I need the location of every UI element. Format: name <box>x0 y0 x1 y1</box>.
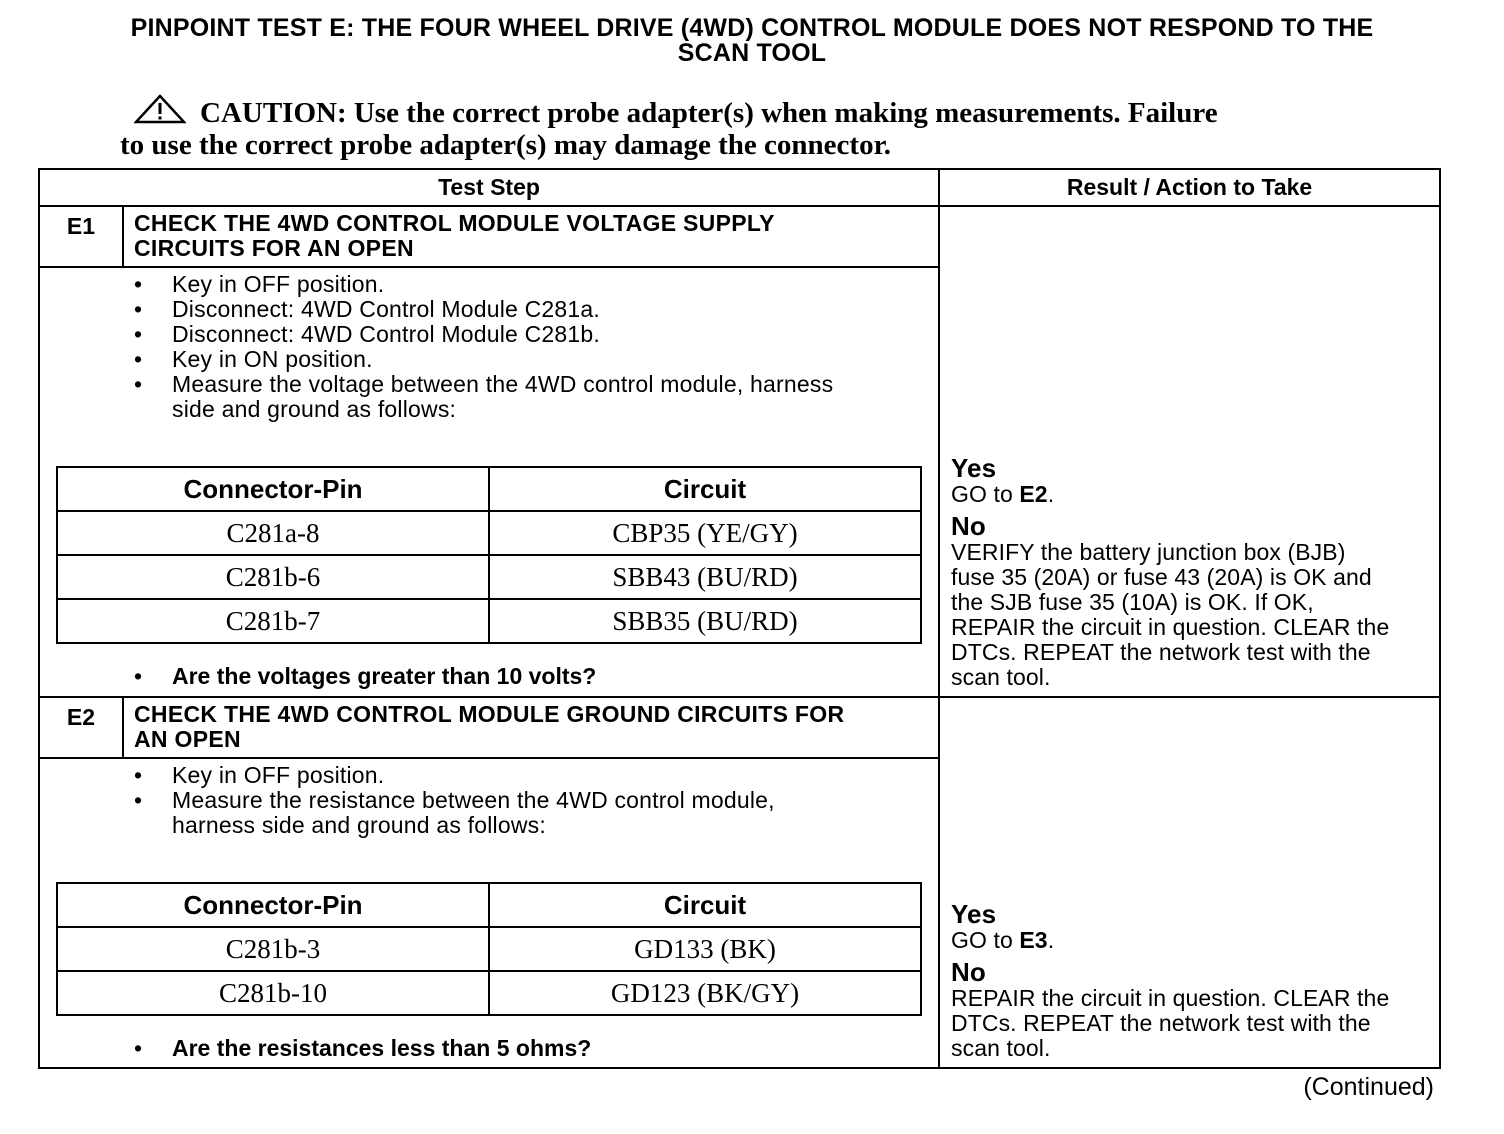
instruction-item: • Key in ON position. <box>56 347 924 372</box>
circuit-cell: SBB35 (BU/RD) <box>489 599 921 643</box>
step-e1-no-line: the SJB fuse 35 (10A) is OK. If OK, <box>951 589 1314 615</box>
step-e2-no-label: No <box>951 957 986 987</box>
step-e2-no-line: REPAIR the circuit in question. CLEAR the <box>951 985 1390 1011</box>
step-e1-title-line-2: CIRCUITS FOR AN OPEN <box>134 235 414 261</box>
step-e1-no-line: scan tool. <box>951 664 1051 690</box>
step-e1-no-line: REPAIR the circuit in question. CLEAR the <box>951 614 1390 640</box>
step-e1-yes-label: Yes <box>951 453 997 483</box>
header-result: Result / Action to Take <box>939 169 1440 206</box>
step-e2-yes-end: . <box>1047 927 1055 953</box>
step-e2-result <box>939 697 1440 1068</box>
step-e1-instructions <box>56 272 924 422</box>
circuit-cell: GD133 (BK) <box>489 927 921 971</box>
step-e2-no-text <box>951 986 1435 1061</box>
instruction-item: • Measure the voltage between the 4WD control module, harness <box>56 372 924 397</box>
step-e1-yes-prefix: GO to <box>951 481 1020 507</box>
step-e2-pin-table <box>56 882 922 1016</box>
step-e1-result <box>939 206 1440 697</box>
circuit-cell: SBB43 (BU/RD) <box>489 555 921 599</box>
pin-cell: C281b-10 <box>57 971 489 1015</box>
instruction-item: • Key in OFF position. <box>56 763 924 788</box>
instruction-item: • Key in OFF position. <box>56 272 924 297</box>
pin-table-row <box>57 511 921 555</box>
step-e2-no-line: scan tool. <box>951 1035 1051 1061</box>
circuit-col-header: Circuit <box>489 883 921 927</box>
pin-cell: C281b-7 <box>57 599 489 643</box>
pin-col-header: Connector-Pin <box>57 883 489 927</box>
instruction-continuation: side and ground as follows: <box>172 396 457 422</box>
instruction-item: • Disconnect: 4WD Control Module C281b. <box>56 322 924 347</box>
step-e1-title <box>123 206 939 267</box>
circuit-cell: CBP35 (YE/GY) <box>489 511 921 555</box>
header-test-step: Test Step <box>39 169 939 206</box>
instruction-item: • Measure the resistance between the 4WD control module, <box>56 788 924 813</box>
pin-table-row <box>57 599 921 643</box>
step-e2-yes-prefix: GO to <box>951 927 1020 953</box>
step-e2-title-line-1: CHECK THE 4WD CONTROL MODULE GROUND CIRCUITS FOR <box>134 701 845 727</box>
step-e2-title-line-2: AN OPEN <box>134 726 241 752</box>
pin-table-row <box>57 555 921 599</box>
step-e1-yes-end: . <box>1047 481 1055 507</box>
pin-cell: C281b-6 <box>57 555 489 599</box>
step-e1-title-row <box>39 206 1440 267</box>
instruction-item-continued <box>56 813 924 838</box>
step-e2-instructions <box>56 763 924 838</box>
pin-col-header: Connector-Pin <box>57 467 489 511</box>
step-e1-body <box>39 267 939 697</box>
step-e1-no-line: VERIFY the battery junction box (BJB) <box>951 539 1346 565</box>
step-e1-id: E1 <box>39 206 123 267</box>
pin-table-header <box>57 467 921 511</box>
step-e2-yes-text <box>951 928 1435 953</box>
step-e1-no-label: No <box>951 511 986 541</box>
pin-cell: C281a-8 <box>57 511 489 555</box>
pin-table-row <box>57 971 921 1015</box>
step-e1-yes-text <box>951 482 1435 507</box>
caution-note <box>120 94 1320 161</box>
step-e1-pin-table <box>56 466 922 644</box>
caution-line-1: CAUTION: Use the correct probe adapter(s) when making measurements. Failure <box>200 97 1218 129</box>
step-e2-body <box>39 758 939 1068</box>
caution-line-2: to use the correct probe adapter(s) may damage the connector. <box>120 129 892 161</box>
title-line-2: SCAN TOOL <box>677 39 827 67</box>
page-title <box>30 16 1474 66</box>
step-e1-no-line: DTCs. REPEAT the network test with the <box>951 639 1371 665</box>
step-e1-yes-target: E2 <box>1019 481 1048 507</box>
continued-label: (Continued) <box>1303 1073 1434 1101</box>
step-e1-title-line-1: CHECK THE 4WD CONTROL MODULE VOLTAGE SUPPLY <box>134 210 775 236</box>
pin-table-header <box>57 883 921 927</box>
step-e2-yes-target: E3 <box>1019 927 1048 953</box>
instruction-continuation: harness side and ground as follows: <box>172 812 546 838</box>
step-e1-no-line: fuse 35 (20A) or fuse 43 (20A) is OK and <box>951 564 1372 590</box>
pin-table-row <box>57 927 921 971</box>
header-row <box>39 169 1440 206</box>
step-e2-no-line: DTCs. REPEAT the network test with the <box>951 1010 1371 1036</box>
step-e1-question: • Are the voltages greater than 10 volts? <box>56 664 924 689</box>
step-e2-id: E2 <box>39 697 123 758</box>
circuit-cell: GD123 (BK/GY) <box>489 971 921 1015</box>
instruction-item-continued <box>56 397 924 422</box>
warning-triangle-icon <box>134 94 186 124</box>
title-line-1: PINPOINT TEST E: THE FOUR WHEEL DRIVE (4WD) CONTROL MODULE DOES NOT RESPOND TO THE <box>130 14 1374 42</box>
step-e1-no-text <box>951 540 1435 690</box>
instruction-item: • Disconnect: 4WD Control Module C281a. <box>56 297 924 322</box>
step-e2-title <box>123 697 939 758</box>
pinpoint-test-table <box>38 168 1441 1069</box>
step-e2-question: • Are the resistances less than 5 ohms? <box>56 1036 924 1061</box>
circuit-col-header: Circuit <box>489 467 921 511</box>
step-e2-title-row <box>39 697 1440 758</box>
step-e2-yes-label: Yes <box>951 899 997 929</box>
pin-cell: C281b-3 <box>57 927 489 971</box>
